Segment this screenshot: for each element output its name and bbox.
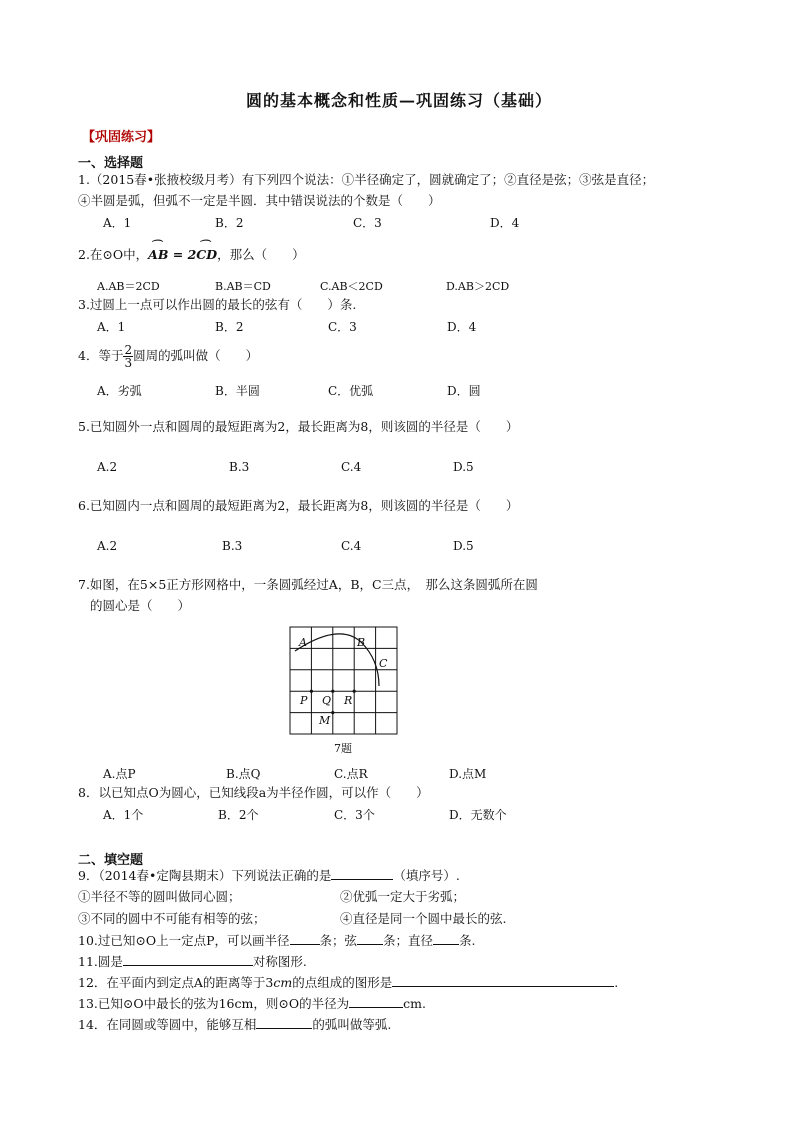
q7-option-b: B.点Q [226, 767, 261, 781]
q3-option-c: C．3 [328, 320, 357, 334]
q6-option-c: C.4 [341, 539, 362, 553]
label-m: M [319, 714, 331, 727]
q7-option-d: D.点M [449, 767, 487, 781]
q2-suffix: ，那么（ ） [217, 247, 305, 262]
q8-option-b: B．2个 [218, 808, 259, 822]
q9-stem [78, 867, 460, 884]
q7-option-c: C.点R [334, 767, 368, 781]
q13-part-b: cm. [403, 996, 426, 1011]
q6-option-d: D.5 [453, 539, 474, 553]
q7-line1: 7.如图，在5×5正方形网格中，一条圆弧经过A，B，C三点， 那么这条圆弧所在圆 [78, 577, 538, 592]
q11-blank[interactable] [123, 953, 253, 966]
label-r: R [344, 694, 353, 707]
q5-option-d: D.5 [453, 460, 474, 474]
q11-part-b: 对称图形. [252, 954, 307, 969]
q10-part-c: 条；直径 [383, 933, 434, 948]
q8-option-c: C．3个 [334, 808, 375, 822]
label-c: C [379, 657, 388, 670]
grid-figure [289, 626, 399, 736]
q2-option-c: C.AB＜2CD [320, 280, 383, 293]
q3-option-b: B．2 [215, 320, 244, 334]
section-fill-title: 二、填空题 [78, 853, 144, 868]
q9-statement-1: ①半径不等的圆叫做同心圆； [78, 889, 241, 904]
page-title: 圆的基本概念和性质—巩固练习（基础） [246, 91, 553, 110]
q2-arc-cd: ⌒ CD [196, 247, 217, 263]
q9-statement-2: ②优弧一定大于劣弧； [340, 889, 466, 904]
q6-option-b: B.3 [222, 539, 243, 553]
q2-prefix: 2.在⊙O中， [78, 247, 149, 262]
q9-statement-4: ④直径是同一个圆中最长的弦. [340, 911, 507, 926]
q9-statement-3: ③不同的圆中不可能有相等的弦； [78, 911, 266, 926]
q12-part-a: 12．在平面内到定点A的距离等于3 [78, 975, 274, 990]
q4-option-a: A．劣弧 [97, 384, 142, 398]
q10-part-b: 条；弦 [319, 933, 358, 948]
q1-line1: 1.（2015春•张掖校级月考）有下列四个说法：①半径确定了，圆就确定了；②直径是弦；③弦是直径； [78, 172, 655, 187]
q10-stem [78, 932, 476, 949]
q4-numerator: 2 [124, 343, 133, 357]
q10-part-a: 10.过已知⊙O上一定点P，可以画半径 [78, 933, 290, 948]
q14-stem [78, 1016, 391, 1033]
section-choice-title: 一、选择题 [78, 156, 144, 171]
q10-blank-chord[interactable] [357, 932, 383, 945]
q4-denominator: 3 [124, 356, 133, 370]
q2-option-d: D.AB＞2CD [446, 280, 510, 293]
q12-part-b: 的点组成的图形是 [292, 975, 393, 990]
point-r-dot [353, 690, 356, 693]
q14-part-a: 14．在同圆或等圆中，能够互相 [78, 1017, 257, 1032]
q8-option-a: A．1个 [103, 808, 144, 822]
q9-prefix: 9．（2014春•定陶县期末）下列说法正确的是 [78, 868, 332, 883]
q3-line: 3.过圆上一点可以作出圆的最长的弦有（ ）条. [78, 297, 357, 312]
q5-option-b: B.3 [229, 460, 250, 474]
q10-blank-radius[interactable] [290, 932, 320, 945]
q9-suffix: （填序号）. [393, 868, 460, 883]
q12-blank[interactable] [392, 974, 614, 987]
q9-blank[interactable] [331, 867, 393, 880]
q4-suffix: 圆周的弧叫做（ ） [133, 348, 259, 363]
q12-unit: cm [273, 975, 293, 990]
q2-equals: = 2 [168, 247, 197, 262]
q3-option-a: A．1 [97, 320, 126, 334]
q2-option-a: A.AB＝2CD [97, 280, 160, 293]
q3-option-d: D．4 [447, 320, 477, 334]
q1-option-b: B．2 [215, 216, 244, 230]
q6-option-a: A.2 [97, 539, 118, 553]
q8-option-d: D．无数个 [449, 808, 507, 822]
q4-option-d: D．圆 [447, 384, 481, 398]
q12-part-c: . [614, 975, 619, 990]
q8-line: 8．以已知点O为圆心，已知线段a为半径作圆，可以作（ ） [78, 785, 429, 800]
label-p: P [300, 694, 308, 707]
label-q: Q [322, 694, 332, 707]
q11-stem [78, 953, 307, 970]
q1-line2: ④半圆是弧，但弧不一定是半圆．其中错误说法的个数是（ ） [78, 193, 441, 208]
q10-part-d: 条. [459, 933, 476, 948]
q4-option-b: B．半圆 [215, 384, 260, 398]
point-q-dot [331, 690, 334, 693]
q14-part-b: 的弧叫做等弧. [312, 1017, 392, 1032]
q1-option-a: A．1 [103, 216, 132, 230]
q10-blank-diameter[interactable] [433, 932, 459, 945]
point-m-dot [331, 711, 334, 714]
q7-option-a: A.点P [103, 767, 136, 781]
q4-fraction [123, 344, 133, 369]
q13-stem [78, 995, 426, 1012]
q5-option-a: A.2 [97, 460, 118, 474]
q13-blank[interactable] [349, 995, 403, 1008]
q2-stem [78, 247, 305, 263]
point-p-dot [310, 690, 313, 693]
q6-line: 6.已知圆内一点和圆周的最短距离为2，最长距离为8，则该圆的半径是（ ） [78, 498, 519, 513]
q2-option-b: B.AB＝CD [215, 280, 271, 293]
q7-line2: 的圆心是（ ） [90, 598, 191, 613]
q4-stem [78, 338, 258, 374]
q4-option-c: C．优弧 [328, 384, 374, 398]
q4-prefix: 4．等于 [78, 348, 124, 363]
q1-option-c: C．3 [353, 216, 382, 230]
figure-caption: 7题 [334, 742, 352, 755]
bracket-heading: 【巩固练习】 [82, 130, 161, 145]
q1-option-d: D．4 [490, 216, 520, 230]
q11-part-a: 11.圆是 [78, 954, 123, 969]
q14-blank[interactable] [256, 1016, 312, 1029]
q5-line: 5.已知圆外一点和圆周的最短距离为2，最长距离为8，则该圆的半径是（ ） [78, 419, 519, 434]
label-a: A [299, 636, 307, 649]
q13-part-a: 13.已知⊙O中最长的弦为16cm，则⊙O的半径为 [78, 996, 350, 1011]
q2-arc-ab: ⌒ AB [148, 247, 168, 263]
circle-arc [295, 634, 379, 686]
q12-stem [78, 974, 618, 991]
q5-option-c: C.4 [341, 460, 362, 474]
label-b: B [357, 636, 366, 649]
